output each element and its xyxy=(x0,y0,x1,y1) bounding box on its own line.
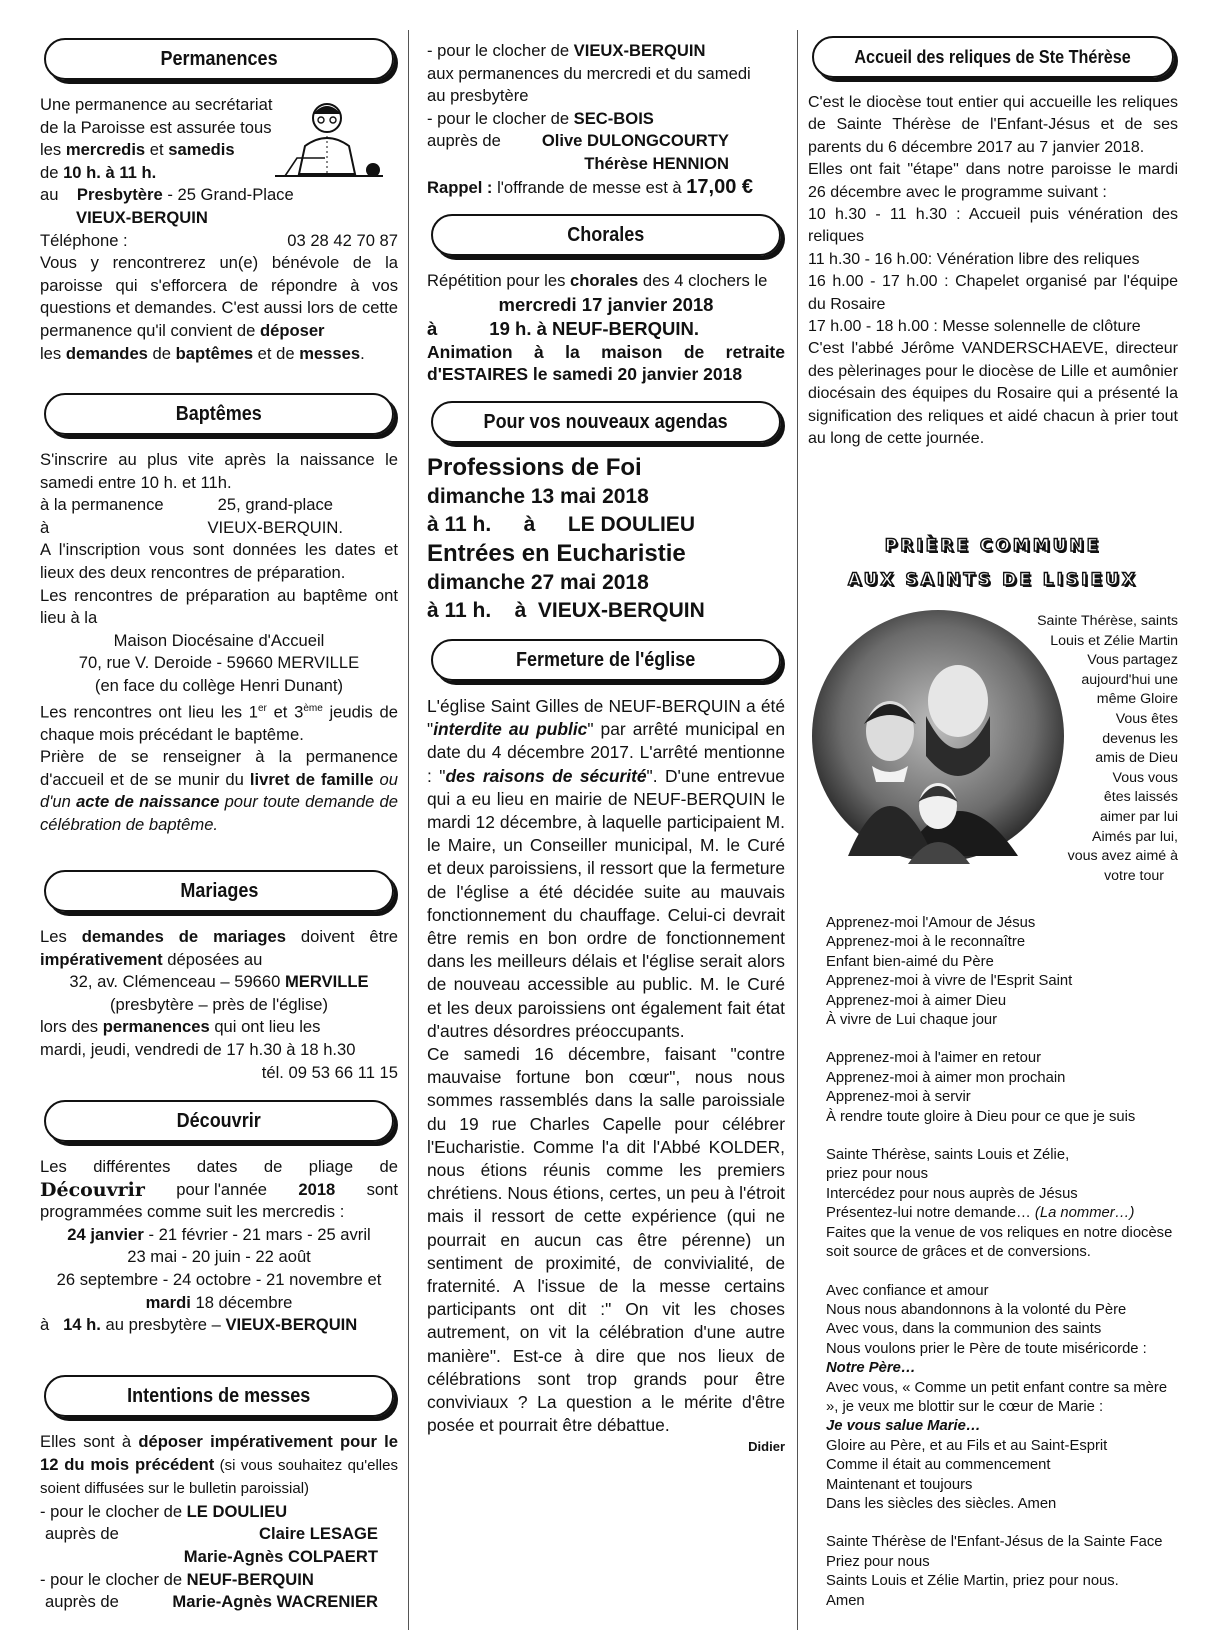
schedule-item: 10 h.30 - 11 h.30 : Accueil puis vénération des reliques xyxy=(808,206,1178,246)
text-line: - pour le clocher de SEC-BOIS xyxy=(427,108,654,128)
paragraph: A l'inscription vous sont données les dates et lieux des deux rencontres de préparation. xyxy=(40,540,398,582)
prayer-title: PRIÈRE COMMUNE xyxy=(884,536,1102,556)
prayer-line: Notre Père… xyxy=(826,1360,916,1377)
rappel-line: Rappel : l'offrande de messe est à 17,00 € xyxy=(427,175,754,198)
schedule-item: 16 h.00 - 17 h.00 : Chapelet organisé par l'équipe du Rosaire xyxy=(808,273,1178,313)
text-line: même Gloire xyxy=(1096,691,1178,708)
prayer-line: Maintenant et toujours xyxy=(826,1476,973,1493)
text-line: Vous partagez xyxy=(1087,652,1178,669)
prayer-line: Je vous salue Marie… xyxy=(826,1418,981,1435)
address-line: 70, rue V. Deroide - 59660 MERVILLE xyxy=(78,653,360,673)
paragraph: Elles sont à déposer impérativement pour le 12 du mois précédent (si vous souhaitez qu'elles soient diffusées sur le bulletin paroissial) xyxy=(40,1432,398,1498)
text-line: vous avez aimé à xyxy=(1067,848,1178,865)
prayer-line: Comme il était au commencement xyxy=(826,1457,1051,1474)
prayer-line: À vivre de Lui chaque jour xyxy=(826,1012,998,1029)
section-title-decouvrir: Découvrir xyxy=(44,1100,394,1142)
text-line: Vous vous xyxy=(1112,769,1178,786)
text-line: Découvrir pour l'année 2018 sont xyxy=(40,1178,398,1201)
section-fermeture xyxy=(427,639,785,1456)
paragraph: Animation à la maison de retraite d'ESTAIRES le samedi 20 janvier 2018 xyxy=(427,341,785,385)
intentions-continued xyxy=(427,40,785,199)
phone-line: tél. 09 53 66 11 15 xyxy=(261,1062,398,1082)
paragraph: S'inscrire au plus vite après la naissance le samedi entre 10 h. et 11h. xyxy=(40,450,398,492)
prayer-line: Dans les siècles des siècles. Amen xyxy=(826,1495,1057,1512)
prayer-title: AUX SAINTS DE LISIEUX xyxy=(847,570,1139,590)
paragraph: les demandes de baptêmes et de messes. xyxy=(40,343,365,363)
section-title-chorales: Chorales xyxy=(431,214,781,256)
event-time: à 11 h. à VIEUX-BERQUIN xyxy=(427,599,705,622)
text-line: à 14 h. au presbytère – VIEUX-BERQUIN xyxy=(40,1315,358,1335)
secretary-illustration xyxy=(265,96,393,196)
paragraph: Ce samedi 16 décembre, faisant "contre mauvaise fortune bon cœur", nous nous sommes rassemblés dans la salle paroissiale du 19 rue Charles Capelle pour célébrer l'Eucharistie. Comme l'a dit l'Abbé KOLDER, nous étions réunis comme les premiers chrétiens. Nous étions, certes, un peu à l'étroit mais il ressort de cette expérience (qui ne pourrait en aucun cas être pérenne) un sentiment de proximité, de convivialité, de fraternité. A l'issue de la messe certains participants ont dit :" On vit les choses autrement, on vit la célébration d'une autre manière". Est-ce à dire que nos lieux de célébrations sont trop grands pour être conviviaux ? La question a le mérite d'être posée et pourrait être débattue. xyxy=(427,1044,785,1436)
section-title-agendas: Pour vos nouveaux agendas xyxy=(431,401,781,443)
prayer-line: Apprenez-moi à vivre de l'Esprit Saint xyxy=(826,973,1073,990)
date-line: 26 septembre - 24 octobre - 21 novembre et xyxy=(56,1269,382,1289)
paragraph: Vous y rencontrerez un(e) bénévole de la paroisse qui s'efforcera de répondre à vos questions et demandes. C'est aussi lors de cette permanence qu'il convient de déposer xyxy=(40,253,398,340)
section-decouvrir xyxy=(40,1100,398,1337)
text-line: de 10 h. à 11 h. xyxy=(40,162,157,182)
text-line: mardi, jeudi, vendredi de 17 h.30 à 18 h.30 xyxy=(40,1039,356,1059)
paragraph: L'église Saint Gilles de NEUF-BERQUIN a été "interdite au public" par arrêté municipal en date du 4 décembre 2017. L'arrêté mentionne : "des raisons de sécurité". D'une entrevue qui a eu lieu en mairie de NEUF-BERQUIN le mardi 12 décembre, à laquelle participaient M. le Maire, un Conseiller municipal, M. le Curé et deux paroissiens, il ressort que la fermeture de l'église a été décidée suite au mauvais fonctionnement du chauffage. Celui-ci devrait être remis en bon ordre de fonctionnement dans les meilleurs délais et l'église serait alors de nouveau accessible au public. M. le Curé et les deux paroissiens ont également fait état d'autres désordres préoccupants. xyxy=(427,696,785,1041)
text-line: les mercredis et samedis xyxy=(40,140,235,160)
text-line: auprès de Marie-Agnès WACRENIER xyxy=(45,1592,378,1612)
prayer-line: Amen xyxy=(826,1592,865,1609)
phone-line: Téléphone : 03 28 42 70 87 xyxy=(40,230,398,250)
text-line: à VIEUX-BERQUIN. xyxy=(40,517,343,537)
address-line: (en face du collège Henri Dunant) xyxy=(94,675,344,695)
prayer-text xyxy=(826,914,1178,1611)
time-line: à 19 h. à NEUF-BERQUIN. xyxy=(427,317,699,339)
text-line: votre tour xyxy=(1104,867,1164,884)
address-line: Maison Diocésaine d'Accueil xyxy=(113,630,325,650)
paragraph: C'est l'abbé Jérôme VANDERSCHAEVE, directeur des pèlerinages pour le diocèse de Lille et aumônier diocésain des équipes du Rosaire qui a présenté la signification des reliques et aidé chacun à prier tout au long de cette journée. xyxy=(808,340,1179,448)
section-title-reliques: Accueil des reliques de Ste Thérèse xyxy=(812,36,1174,78)
section-title-mariages: Mariages xyxy=(44,870,394,912)
date-line: mercredi 17 janvier 2018 xyxy=(498,293,714,315)
text-line: à la permanence 25, grand-place xyxy=(40,495,333,515)
section-intentions xyxy=(40,1375,398,1614)
date-line: 23 mai - 20 juin - 22 août xyxy=(127,1247,311,1267)
section-permanences xyxy=(40,38,398,365)
section-reliques xyxy=(808,36,1178,451)
text-line: Sainte Thérèse, saints xyxy=(1037,613,1178,629)
prayer-line: Priez pour nous xyxy=(826,1553,930,1570)
text-line: auprès de Olive DULONGCOURTY xyxy=(427,131,729,151)
text-line: Louis et Zélie Martin xyxy=(1050,632,1178,649)
prayer-line: Intercédez pour nous auprès de Jésus xyxy=(826,1185,1078,1202)
section-title-permanences: Permanences xyxy=(44,38,394,80)
prayer-line: Présentez-lui notre demande… (La nommer…) xyxy=(826,1205,1135,1222)
paragraph: C'est le diocèse tout entier qui accueille les reliques de Sainte Thérèse de l'Enfant-Jésus et de ses parents du 6 décembre 2017 au 7 janvier 2018. xyxy=(808,94,1178,156)
event-date: dimanche 27 mai 2018 xyxy=(427,571,649,594)
text-line: Vous êtes xyxy=(1115,710,1178,727)
decouvrir-logo: Découvrir xyxy=(40,1178,145,1201)
section-mariages xyxy=(40,870,398,1084)
prayer-line: Nous nous abandonnons à la volonté du Père xyxy=(826,1301,1127,1318)
section-chorales xyxy=(427,214,785,386)
prayer-line: Saints Louis et Zélie Martin, priez pour nous. xyxy=(826,1573,1119,1590)
address-line: (presbytère – près de l'église) xyxy=(109,994,329,1014)
signature: Didier xyxy=(748,1438,785,1454)
section-baptemes xyxy=(40,393,398,837)
text-line: lors des permanences qui ont lieu les xyxy=(40,1017,321,1037)
column-divider-right xyxy=(797,30,798,1630)
column-divider-left xyxy=(408,30,409,1630)
event-date: dimanche 13 mai 2018 xyxy=(427,485,649,508)
prayer-line: Apprenez-moi à servir xyxy=(826,1089,971,1106)
paragraph: Prière de se renseigner à la permanence d'accueil et de se munir du livret de famille ou d'un acte de naissance pour toute demande de célébration de baptême. xyxy=(40,747,398,835)
event-heading: Entrées en Eucharistie xyxy=(427,540,686,567)
prayer-line: Apprenez-moi à aimer mon prochain xyxy=(826,1069,1066,1086)
text-line: au presbytère xyxy=(427,86,529,106)
paragraph: Les rencontres ont lieu les 1er et 3ème jeudis de chaque mois précédant le baptême. xyxy=(40,702,398,744)
schedule-item: 17 h.00 - 18 h.00 : Messe solennelle de clôture xyxy=(808,318,1141,336)
text-line: Aimés par lui, xyxy=(1092,828,1178,845)
prayer-side-text xyxy=(1028,612,1178,886)
text-line: VIEUX-BERQUIN xyxy=(76,207,208,227)
text-line: - pour le clocher de NEUF-BERQUIN xyxy=(40,1569,314,1589)
text-line: devenus les xyxy=(1102,730,1178,747)
prayer-line: Avec confiance et amour xyxy=(826,1282,989,1299)
prayer-line: Enfant bien-aimé du Père xyxy=(826,953,994,970)
prayer-line: Gloire au Père, et au Fils et au Saint-Esprit xyxy=(826,1437,1108,1454)
text-line: Répétition pour les chorales des 4 clochers le xyxy=(427,271,768,290)
prayer-line: Apprenez-moi l'Amour de Jésus xyxy=(826,915,1036,931)
prayer-line: Avec vous, « Comme un petit enfant contre sa mère », je veux me blottir sur le cœur de Marie : xyxy=(826,1379,1168,1415)
prayer-line: Apprenez-moi à l'aimer en retour xyxy=(826,1050,1042,1067)
prayer-line: priez pour nous xyxy=(826,1166,928,1183)
address-line: 32, av. Clémenceau – 59660 MERVILLE xyxy=(69,972,369,992)
text-line: aujourd'hui une xyxy=(1081,671,1178,688)
text-line: êtes laissés xyxy=(1103,789,1178,806)
event-time: à 11 h. à LE DOULIEU xyxy=(427,513,695,536)
text-line: aimer par lui xyxy=(1099,808,1178,825)
text-line: au Presbytère - 25 Grand-Place xyxy=(40,185,294,205)
section-title-baptemes: Baptêmes xyxy=(44,393,394,435)
prayer-line: Sainte Thérèse, saints Louis et Zélie, xyxy=(826,1147,1070,1164)
prayer-line: Avec vous, dans la communion des saints xyxy=(826,1321,1102,1338)
section-title-fermeture: Fermeture de l'église xyxy=(431,639,781,681)
text-line: Marie-Agnès COLPAERT xyxy=(183,1546,378,1566)
paragraph: Les différentes dates de pliage de xyxy=(40,1157,398,1176)
text-line: programmées comme suit les mercredis : xyxy=(40,1202,345,1222)
prayer-line: Apprenez-moi à le reconnaître xyxy=(826,934,1026,951)
text-line: auprès de Claire LESAGE xyxy=(45,1524,378,1544)
text-line: Thérèse HENNION xyxy=(584,153,729,173)
section-priere xyxy=(808,536,1178,1609)
schedule-item: 11 h.30 - 16 h.00: Vénération libre des reliques xyxy=(808,250,1140,268)
prayer-line: À rendre toute gloire à Dieu pour ce que je suis xyxy=(826,1108,1136,1125)
text-line: - pour le clocher de LE DOULIEU xyxy=(40,1501,288,1521)
text-line: amis de Dieu xyxy=(1095,750,1178,767)
paragraph: Les rencontres de préparation au baptême ont lieu à la xyxy=(40,585,398,628)
date-line: mardi 18 décembre xyxy=(145,1292,293,1312)
paragraph: Elles ont fait "étape" dans notre paroisse le mardi 26 décembre avec le programme suivant : xyxy=(808,161,1178,201)
prayer-line: Sainte Thérèse de l'Enfant-Jésus de la Sainte Face xyxy=(826,1534,1163,1551)
text-line: aux permanences du mercredi et du samedi xyxy=(427,63,751,83)
date-line: 24 janvier - 21 février - 21 mars - 25 avril xyxy=(67,1224,371,1244)
prayer-line: Apprenez-moi à aimer Dieu xyxy=(826,992,1007,1009)
paragraph: Les demandes de mariages doivent être impérativement déposées au xyxy=(40,927,398,969)
section-agendas xyxy=(427,401,785,625)
text-line: de la Paroisse est assurée tous xyxy=(40,117,272,137)
text-line: - pour le clocher de VIEUX-BERQUIN xyxy=(427,41,706,60)
prayer-line: Faites que la venue de vos reliques en notre diocèse soit source de grâces et de conversions. xyxy=(826,1224,1173,1261)
text-line: Une permanence au secrétariat xyxy=(40,95,273,114)
section-title-intentions: Intentions de messes xyxy=(44,1375,394,1417)
event-heading: Professions de Foi xyxy=(427,454,642,481)
prayer-line: Nous voulons prier le Père de toute miséricorde : xyxy=(826,1340,1147,1357)
